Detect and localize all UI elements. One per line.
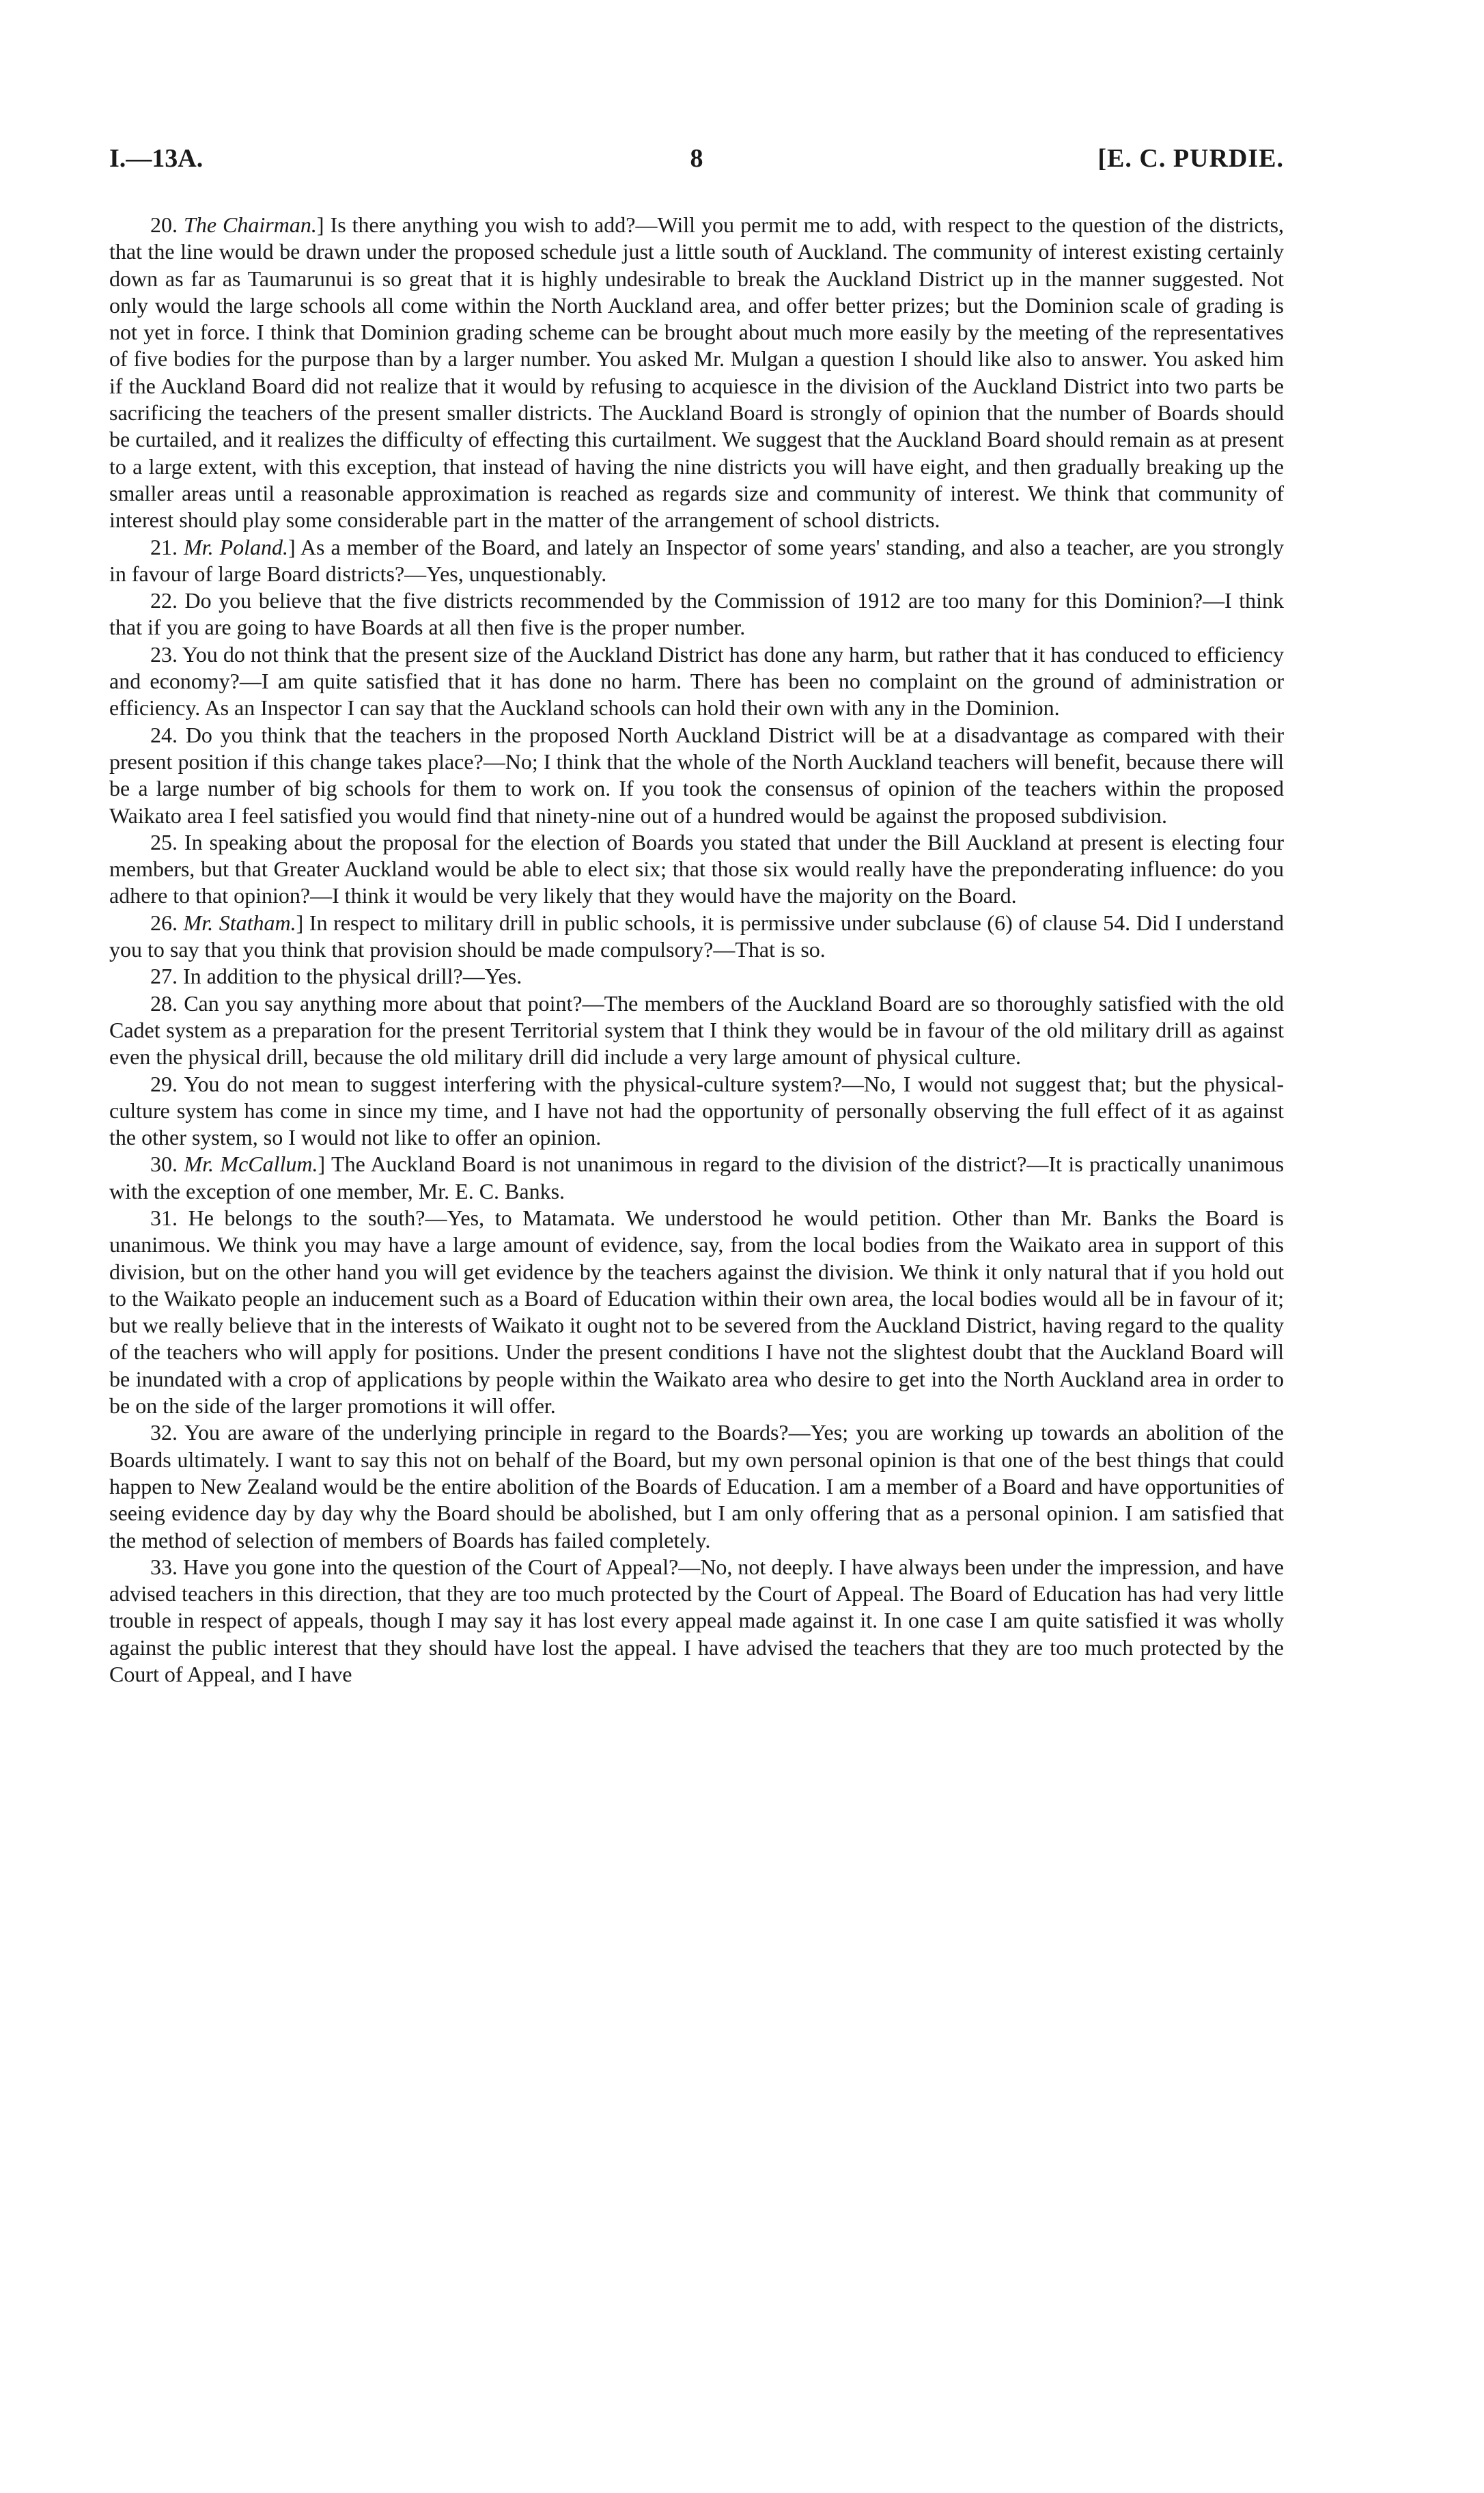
paragraph-30 <box>109 1151 1284 1205</box>
paragraph-text: You do not think that the present size of the Auckland District has done any harm, but rather that it has conduced to efficiency and economy?—I am quite satisfied that it has done no harm. There has been no complaint on the ground of administration or efficiency. As an Inspector I can say that the Auckland schools can hold their own with any in the Dominion. <box>109 641 1285 721</box>
paragraph-text: Have you gone into the question of the Court of Appeal?—No, not deeply. I have always been under the impression, and have advised teachers in this direction, that they are too much protected by the Court of Appeal. The Board of Education has had very little trouble in respect of appeals, though I may say it has lost every appeal made against it. In one case I am quite satisfied it was wholly against the public interest that they should have lost the appeal. I have advised the teachers that they are too much protected by the Court of Appeal, and I have <box>109 1554 1285 1687</box>
paragraph-number: 23. <box>150 641 178 667</box>
paragraph-text: You are aware of the underlying principle in regard to the Boards?—Yes; you are working up towards an abolition of the Boards ultimately. I want to say this not on behalf of the Board, but my own personal opinion is that one of the best things that could happen to New Zealand would be the entire abolition of the Boards of Education. I am a member of a Board and have opportunities of seeing evidence day by day why the Board should be abolished, but I am only offering that as a personal opinion. I am satisfied that the method of selection of members of Boards has failed completely. <box>109 1420 1285 1552</box>
speaker-name: Mr. McCallum. <box>184 1152 318 1177</box>
paragraph-number: 21. <box>150 534 178 559</box>
document-page <box>109 143 1284 1688</box>
document-body <box>109 212 1284 1688</box>
paragraph-text: Do you think that the teachers in the proposed North Auckland District will be at a disadvantage as compared with their present position if this change takes place?—No; I think that the whole of the North Auckland teachers will benefit, because there will be a large number of big schools for them to work on. If you took the consensus of opinion of the teachers within the proposed Waikato area I feel satisfied you would find that ninety-nine out of a hundred would be against the proposed subdivision. <box>109 722 1285 828</box>
paragraph-text: Can you say anything more about that point?—The members of the Auckland Board are so thoroughly satisfied with the old Cadet system as a preparation for the present Territorial system that I think they would be in favour of the old military drill as against even the physical drill, because the old military drill did include a very large amount of physical culture. <box>109 990 1285 1070</box>
paragraph-number: 24. <box>150 722 178 747</box>
paragraph-29 <box>109 1071 1284 1152</box>
paragraph-number: 33. <box>150 1554 178 1579</box>
paragraph-number: 32. <box>150 1420 178 1445</box>
paragraph-20 <box>109 212 1284 534</box>
paragraph-number: 29. <box>150 1071 178 1096</box>
paragraph-21 <box>109 534 1284 588</box>
paragraph-33 <box>109 1554 1284 1688</box>
paragraph-text: ] Is there anything you wish to add?—Will you permit me to add, with respect to the question of the districts, that the line would be drawn under the proposed schedule just a little south of Auckland. The community of interest existing certainly down as far as Taumarunui is so great that it is highly undesirable to break the Auckland District up in the manner suggested. Not only would the large schools all come within the North Auckland area, and offer better prizes; but the Dominion scale of grading is not yet in force. I think that Dominion grading scheme can be brought about much more easily by the meeting of the representatives of five bodies for the purpose than by a larger number. You asked Mr. Mulgan a question I should like also to answer. You asked him if the Auckland Board did not realize that it would by refusing to acquiesce in the division of the Auckland District into two parts be sacrificing the teachers of the present smaller districts. The Auckland Board is strongly of opinion that the number of Boards should be curtailed, and it realizes the difficulty of effecting this curtailment. We suggest that the Auckland Board should remain as at present to a large extent, with this exception, that instead of having the nine districts you will have eight, and then gradually breaking up the smaller areas until a reasonable approximation is reached as regards size and community of interest. We think that community of interest should play some considerable part in the matter of the arrangement of school districts. <box>109 212 1285 533</box>
witness-name: [E. C. PURDIE. <box>1097 144 1284 173</box>
paragraph-number: 22. <box>150 588 178 613</box>
paragraph-31 <box>109 1205 1284 1419</box>
paragraph-text: ] The Auckland Board is not unanimous in regard to the division of the district?—It is practically unanimous with the exception of one member, Mr. E. C. Banks. <box>109 1152 1285 1203</box>
paragraph-23 <box>109 641 1284 722</box>
paragraph-text: In addition to the physical drill?—Yes. <box>183 964 522 989</box>
paragraph-text: ] As a member of the Board, and lately an Inspector of some years' standing, and also a teacher, are you strongly in favour of large Board districts?—Yes, unquestionably. <box>109 534 1285 586</box>
paragraph-text: ] In respect to military drill in public schools, it is permissive under subclause (6) of clause 54. Did I understand you to say that you think that provision should be made compulsory?—That is so. <box>109 910 1285 962</box>
paragraph-number: 27. <box>150 964 178 989</box>
paragraph-number: 26. <box>150 910 178 935</box>
paragraph-24 <box>109 722 1284 829</box>
document-reference: I.—13A. <box>109 144 204 173</box>
speaker-name: The Chairman. <box>184 212 317 237</box>
paragraph-text: He belongs to the south?—Yes, to Matamata. We understood he would petition. Other than Mr. Banks the Board is unanimous. We think you may have a large amount of evidence, say, from the local bodies from the Waikato area in support of this division, but on the other hand you will get evidence by the teachers against the division. We think it only natural that if you hold out to the Waikato people an inducement such as a Board of Education within their own area, the local bodies would all be in favour of it; but we really believe that in the interests of Waikato it ought not to be severed from the Auckland District, having regard to the quality of the teachers who will apply for positions. Under the present conditions I have not the slightest doubt that the Auckland Board will be inundated with a crop of applications by people within the Waikato area who desire to get into the North Auckland area in order to be on the side of the larger promotions it will offer. <box>109 1205 1285 1419</box>
paragraph-27 <box>109 963 1284 990</box>
speaker-name: Mr. Statham. <box>183 910 296 935</box>
paragraph-text: In speaking about the proposal for the election of Boards you stated that under the Bill Auckland at present is electing four members, but that Greater Auckland would be able to elect six; that those six would really have the preponderating influence: do you adhere to that opinion?—I think it would be very likely that they would have the majority on the Board. <box>109 829 1285 908</box>
paragraph-number: 28. <box>150 990 178 1016</box>
speaker-name: Mr. Poland. <box>184 534 289 559</box>
page-header <box>109 143 1284 184</box>
paragraph-26 <box>109 910 1284 964</box>
paragraph-number: 20. <box>150 212 178 237</box>
paragraph-number: 31. <box>150 1205 178 1230</box>
paragraph-number: 30. <box>150 1152 178 1177</box>
paragraph-text: You do not mean to suggest interfering with the physical-culture system?—No, I would not suggest that; but the physical-culture system has come in since my time, and I have not had the opportunity of personally observing the full effect of it as against the other system, so I would not like to offer an opinion. <box>109 1071 1285 1150</box>
paragraph-25 <box>109 829 1284 910</box>
paragraph-32 <box>109 1419 1284 1553</box>
paragraph-number: 25. <box>150 829 178 854</box>
paragraph-22 <box>109 587 1284 641</box>
paragraph-28 <box>109 990 1284 1071</box>
paragraph-text: Do you believe that the five districts recommended by the Commission of 1912 are too many for this Dominion?—I think that if you are going to have Boards at all then five is the proper number. <box>109 588 1285 640</box>
page-number: 8 <box>690 144 703 173</box>
